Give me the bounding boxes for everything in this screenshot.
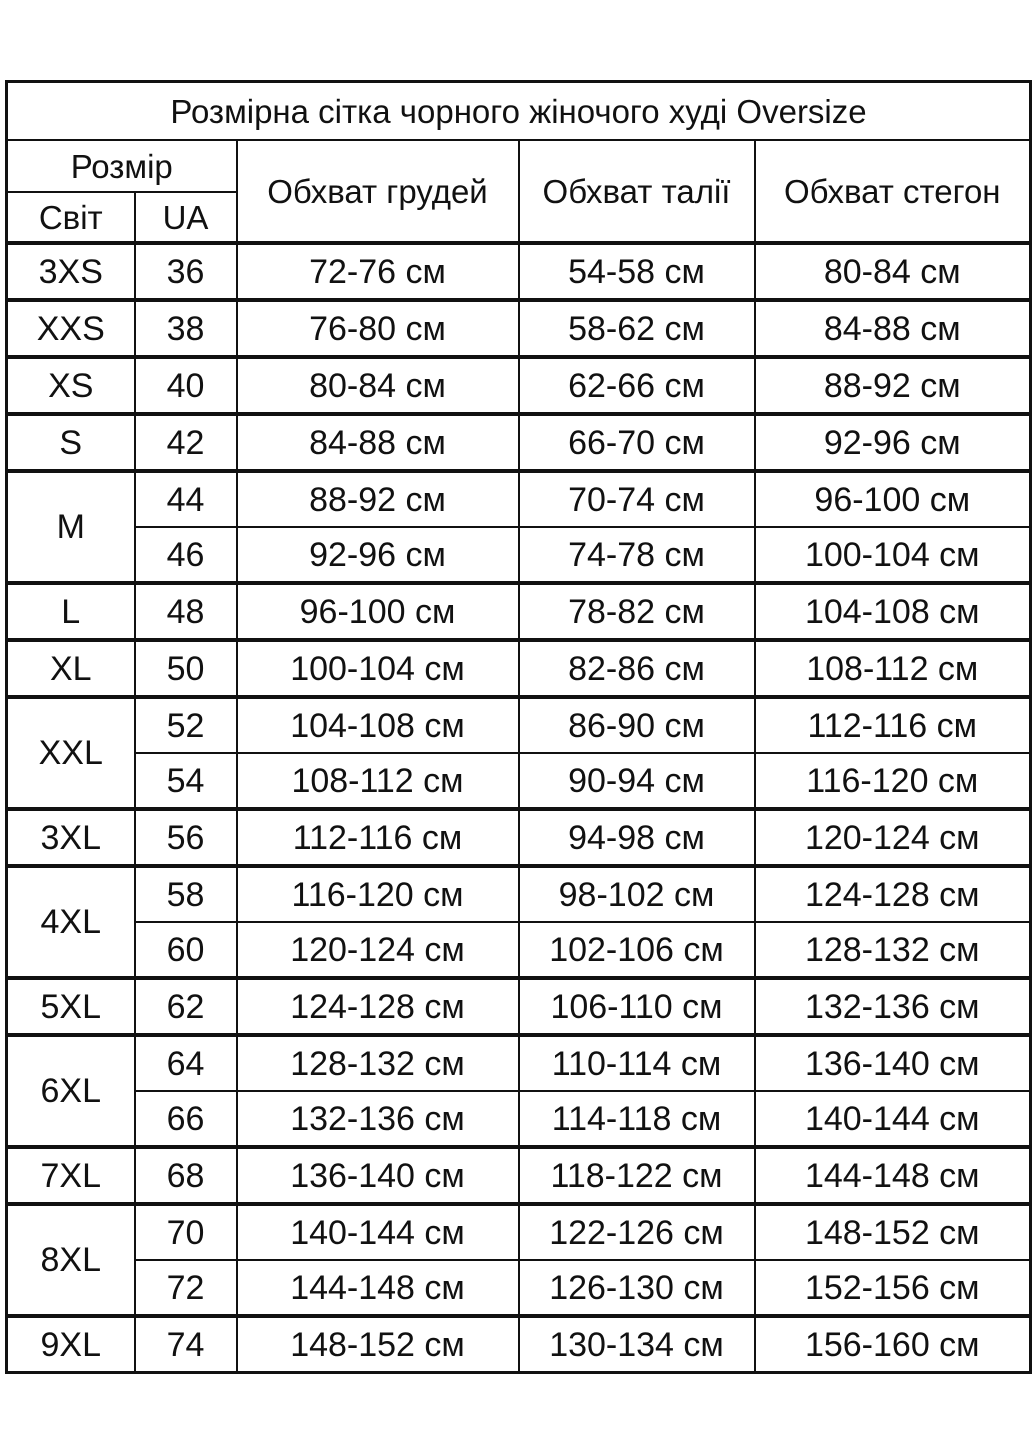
- hips-cell: 128-132 см: [755, 922, 1031, 978]
- table-row: [7, 414, 1031, 471]
- table-row: [7, 697, 1031, 753]
- world-size-cell: M: [7, 471, 135, 583]
- chest-cell: 124-128 см: [237, 978, 519, 1035]
- hips-cell: 100-104 см: [755, 527, 1031, 583]
- waist-cell: 58-62 см: [519, 300, 755, 357]
- waist-cell: 114-118 см: [519, 1091, 755, 1147]
- ua-size-cell: 64: [135, 1035, 237, 1091]
- table-row: [7, 1035, 1031, 1091]
- world-size-cell: XXL: [7, 697, 135, 809]
- chest-cell: 112-116 см: [237, 809, 519, 866]
- chest-header: Обхват грудей: [237, 140, 519, 243]
- world-size-cell: S: [7, 414, 135, 471]
- table-row: [7, 300, 1031, 357]
- ua-size-cell: 58: [135, 866, 237, 922]
- ua-size-cell: 42: [135, 414, 237, 471]
- chest-cell: 132-136 см: [237, 1091, 519, 1147]
- hips-cell: 96-100 см: [755, 471, 1031, 527]
- title-row: [7, 82, 1031, 141]
- ua-size-cell: 38: [135, 300, 237, 357]
- waist-cell: 66-70 см: [519, 414, 755, 471]
- hips-cell: 148-152 см: [755, 1204, 1031, 1260]
- hips-cell: 136-140 см: [755, 1035, 1031, 1091]
- chest-cell: 108-112 см: [237, 753, 519, 809]
- waist-cell: 110-114 см: [519, 1035, 755, 1091]
- world-size-cell: XS: [7, 357, 135, 414]
- table-row: [7, 1147, 1031, 1204]
- hips-cell: 120-124 см: [755, 809, 1031, 866]
- chest-cell: 72-76 см: [237, 243, 519, 300]
- hips-cell: 132-136 см: [755, 978, 1031, 1035]
- table-row: [7, 978, 1031, 1035]
- table-row: [7, 357, 1031, 414]
- world-size-cell: XXS: [7, 300, 135, 357]
- ua-size-cell: 68: [135, 1147, 237, 1204]
- hips-header: Обхват стегон: [755, 140, 1031, 243]
- size-chart-body: [7, 82, 1031, 1373]
- hips-cell: 84-88 см: [755, 300, 1031, 357]
- table-row: [7, 922, 1031, 978]
- table-row: [7, 527, 1031, 583]
- waist-cell: 62-66 см: [519, 357, 755, 414]
- size-chart-table: [5, 80, 1032, 1374]
- chest-cell: 104-108 см: [237, 697, 519, 753]
- chest-cell: 96-100 см: [237, 583, 519, 640]
- table-row: [7, 866, 1031, 922]
- chest-cell: 100-104 см: [237, 640, 519, 697]
- chest-cell: 76-80 см: [237, 300, 519, 357]
- ua-size-cell: 70: [135, 1204, 237, 1260]
- world-size-cell: L: [7, 583, 135, 640]
- header-row-1: [7, 140, 1031, 192]
- chest-cell: 92-96 см: [237, 527, 519, 583]
- hips-cell: 124-128 см: [755, 866, 1031, 922]
- chest-cell: 116-120 см: [237, 866, 519, 922]
- world-size-cell: 8XL: [7, 1204, 135, 1316]
- table-row: [7, 809, 1031, 866]
- hips-cell: 112-116 см: [755, 697, 1031, 753]
- table-row: [7, 471, 1031, 527]
- waist-header: Обхват талії: [519, 140, 755, 243]
- ua-size-cell: 50: [135, 640, 237, 697]
- ua-size-header: UA: [135, 192, 237, 243]
- ua-size-cell: 48: [135, 583, 237, 640]
- table-row: [7, 243, 1031, 300]
- waist-cell: 82-86 см: [519, 640, 755, 697]
- chest-cell: 144-148 см: [237, 1260, 519, 1316]
- waist-cell: 90-94 см: [519, 753, 755, 809]
- waist-cell: 54-58 см: [519, 243, 755, 300]
- world-size-cell: 6XL: [7, 1035, 135, 1147]
- ua-size-cell: 36: [135, 243, 237, 300]
- waist-cell: 102-106 см: [519, 922, 755, 978]
- ua-size-cell: 56: [135, 809, 237, 866]
- chest-cell: 140-144 см: [237, 1204, 519, 1260]
- hips-cell: 140-144 см: [755, 1091, 1031, 1147]
- table-row: [7, 753, 1031, 809]
- hips-cell: 152-156 см: [755, 1260, 1031, 1316]
- table-row: [7, 640, 1031, 697]
- hips-cell: 88-92 см: [755, 357, 1031, 414]
- ua-size-cell: 72: [135, 1260, 237, 1316]
- world-size-cell: 4XL: [7, 866, 135, 978]
- ua-size-cell: 60: [135, 922, 237, 978]
- ua-size-cell: 44: [135, 471, 237, 527]
- world-size-cell: 9XL: [7, 1316, 135, 1373]
- waist-cell: 130-134 см: [519, 1316, 755, 1373]
- table-row: [7, 1204, 1031, 1260]
- chest-cell: 136-140 см: [237, 1147, 519, 1204]
- table-row: [7, 1316, 1031, 1373]
- table-row: [7, 1091, 1031, 1147]
- world-size-cell: 7XL: [7, 1147, 135, 1204]
- waist-cell: 70-74 см: [519, 471, 755, 527]
- chest-cell: 148-152 см: [237, 1316, 519, 1373]
- ua-size-cell: 40: [135, 357, 237, 414]
- ua-size-cell: 52: [135, 697, 237, 753]
- waist-cell: 126-130 см: [519, 1260, 755, 1316]
- chest-cell: 80-84 см: [237, 357, 519, 414]
- chest-cell: 84-88 см: [237, 414, 519, 471]
- waist-cell: 86-90 см: [519, 697, 755, 753]
- hips-cell: 80-84 см: [755, 243, 1031, 300]
- chest-cell: 128-132 см: [237, 1035, 519, 1091]
- world-size-header: Світ: [7, 192, 135, 243]
- table-title: Розмірна сітка чорного жіночого худі Oversize: [7, 82, 1031, 141]
- waist-cell: 118-122 см: [519, 1147, 755, 1204]
- ua-size-cell: 54: [135, 753, 237, 809]
- waist-cell: 98-102 см: [519, 866, 755, 922]
- ua-size-cell: 62: [135, 978, 237, 1035]
- size-header: Розмір: [7, 140, 237, 192]
- table-row: [7, 1260, 1031, 1316]
- table-row: [7, 583, 1031, 640]
- waist-cell: 94-98 см: [519, 809, 755, 866]
- waist-cell: 122-126 см: [519, 1204, 755, 1260]
- world-size-cell: 3XS: [7, 243, 135, 300]
- chest-cell: 88-92 см: [237, 471, 519, 527]
- ua-size-cell: 74: [135, 1316, 237, 1373]
- hips-cell: 108-112 см: [755, 640, 1031, 697]
- hips-cell: 144-148 см: [755, 1147, 1031, 1204]
- hips-cell: 92-96 см: [755, 414, 1031, 471]
- waist-cell: 106-110 см: [519, 978, 755, 1035]
- hips-cell: 156-160 см: [755, 1316, 1031, 1373]
- world-size-cell: 5XL: [7, 978, 135, 1035]
- waist-cell: 74-78 см: [519, 527, 755, 583]
- hips-cell: 116-120 см: [755, 753, 1031, 809]
- waist-cell: 78-82 см: [519, 583, 755, 640]
- hips-cell: 104-108 см: [755, 583, 1031, 640]
- ua-size-cell: 66: [135, 1091, 237, 1147]
- world-size-cell: XL: [7, 640, 135, 697]
- world-size-cell: 3XL: [7, 809, 135, 866]
- ua-size-cell: 46: [135, 527, 237, 583]
- chest-cell: 120-124 см: [237, 922, 519, 978]
